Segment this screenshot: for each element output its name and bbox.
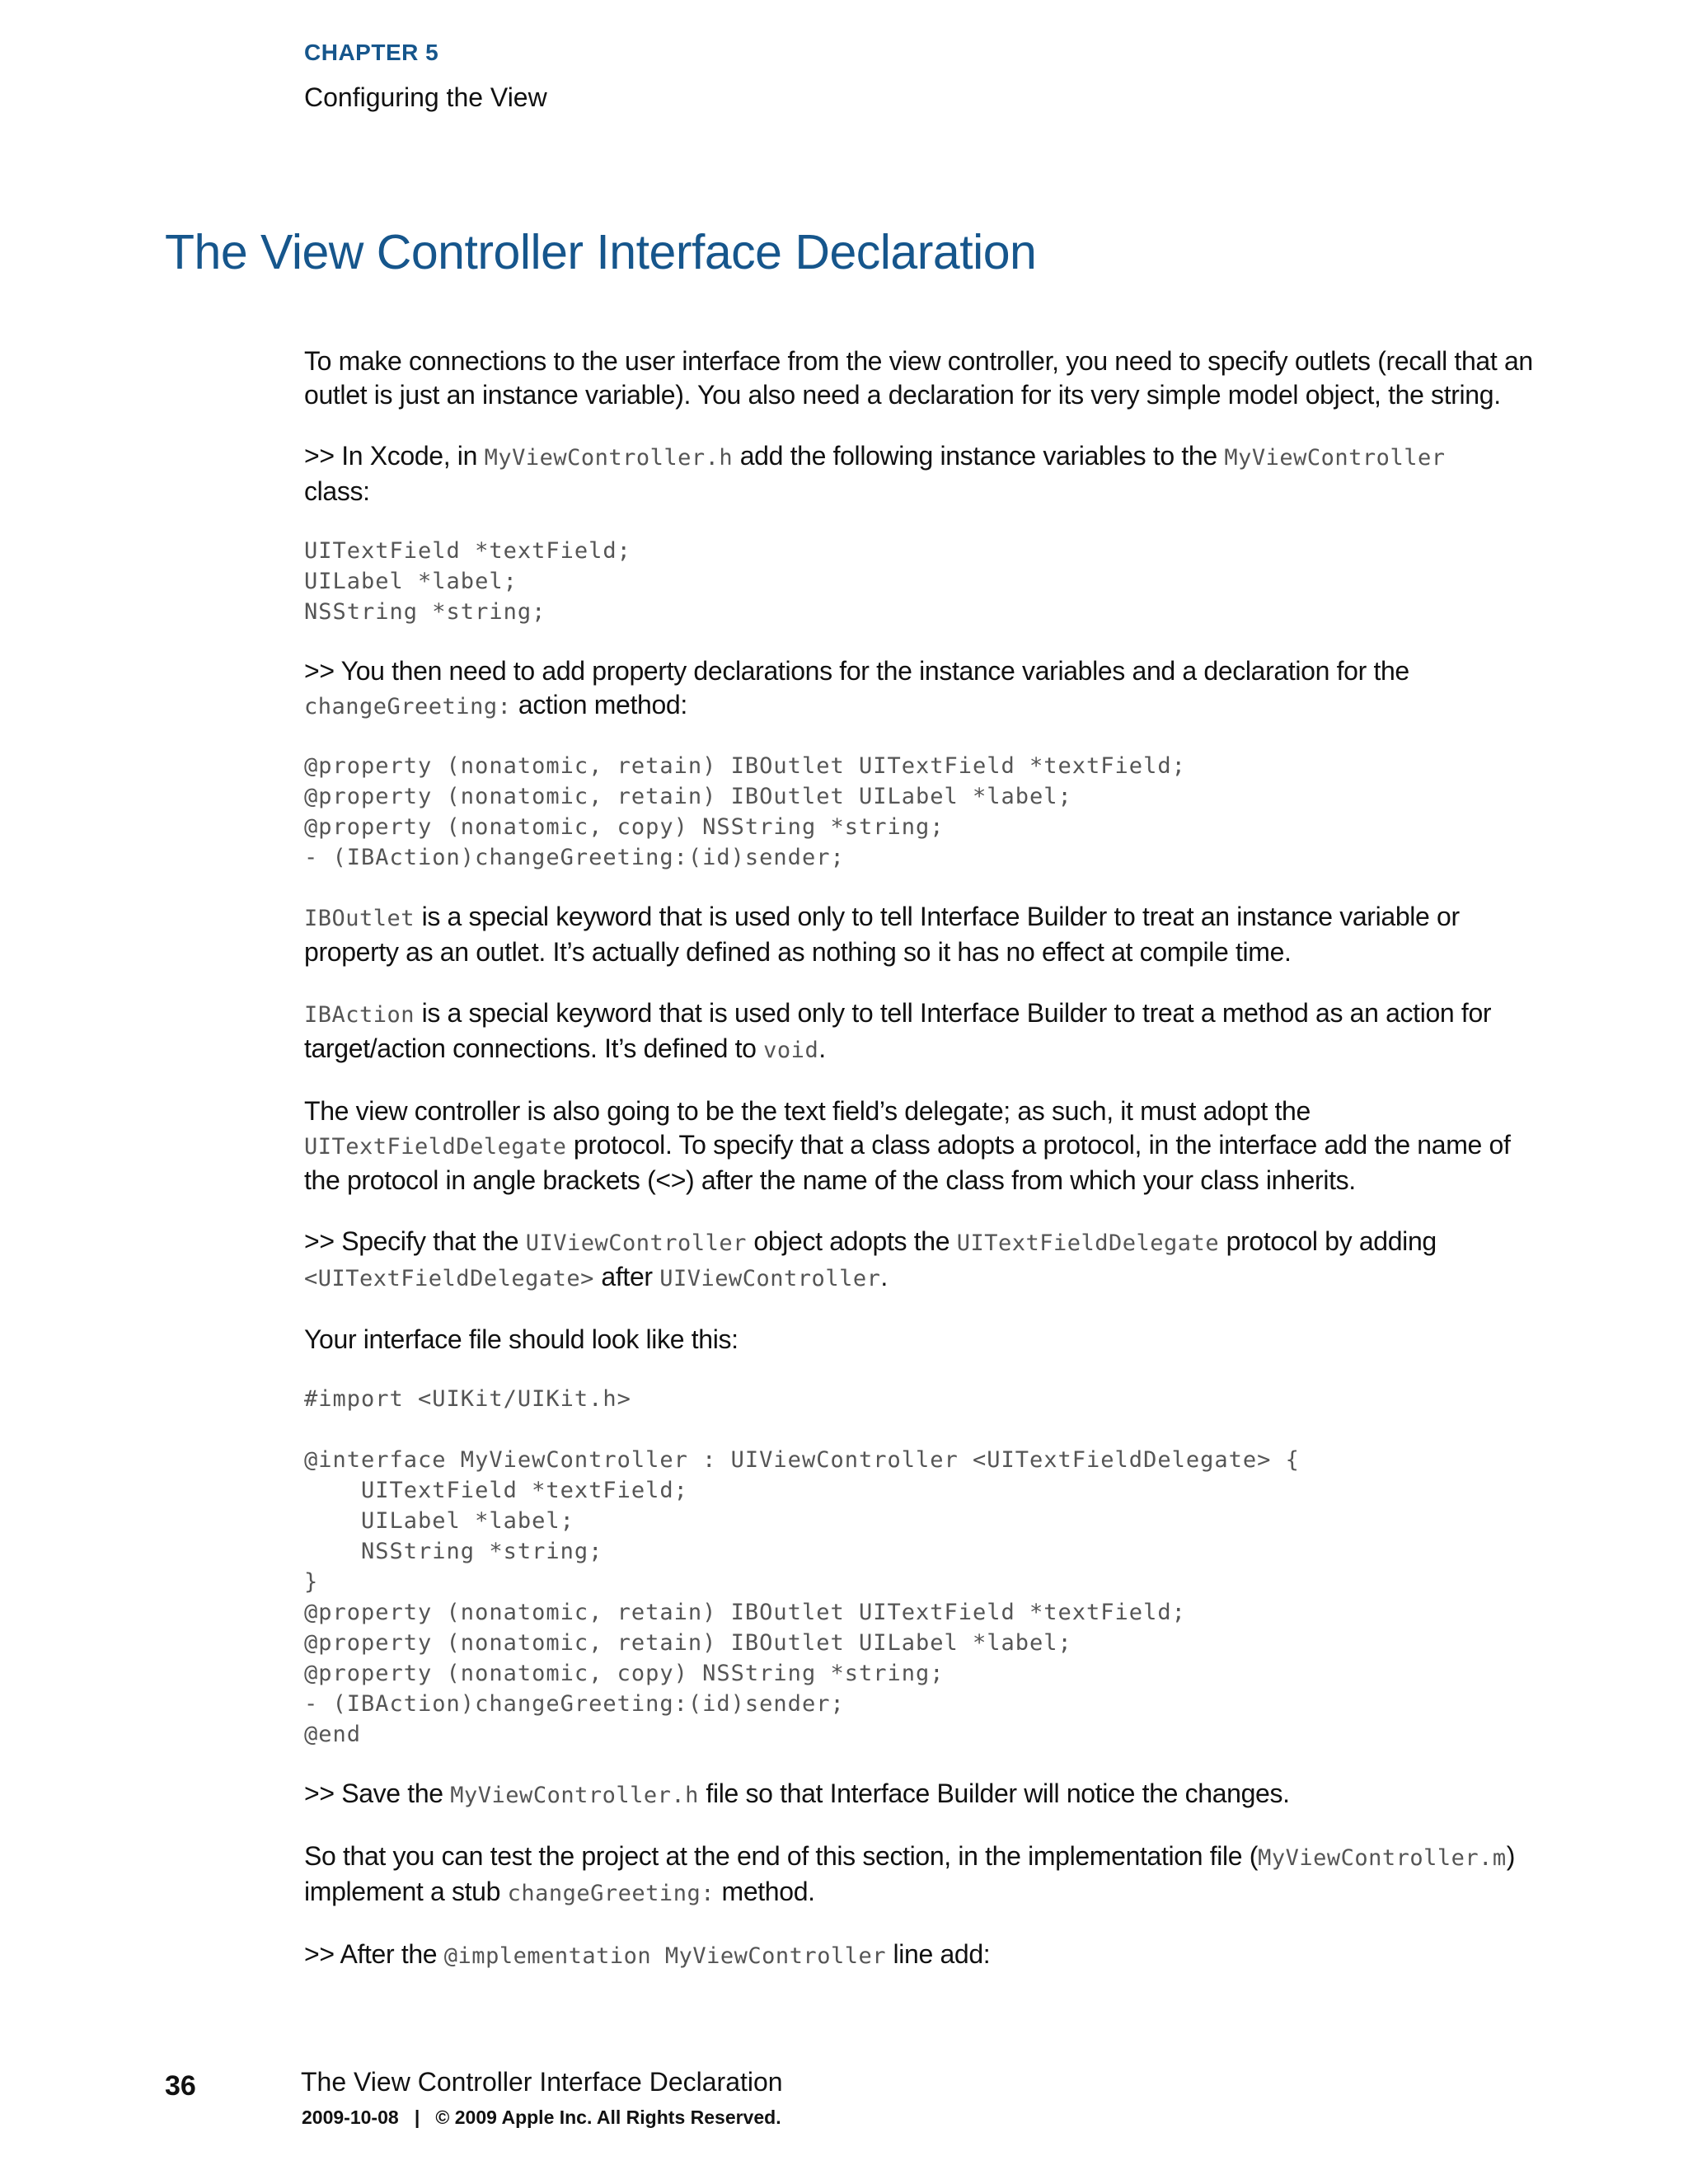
text: protocol. To specify that a class adopts a protocol, in the interface add the name of the protocol in angle brackets (<>) after the name of the class from which your class inherits. bbox=[304, 1130, 1511, 1195]
inline-code: IBOutlet bbox=[304, 906, 415, 931]
inline-code: MyViewController.h bbox=[450, 1783, 699, 1808]
body-content bbox=[304, 344, 1540, 2000]
code-block-properties: @property (nonatomic, retain) IBOutlet UITextField *textField; @property (nonatomic, retain) IBOutlet UILabel *label; @property (nonatomic, copy) NSString *string; - (IBAction)changeGreeting:(id)sender; bbox=[304, 753, 1186, 870]
text: method. bbox=[714, 1877, 815, 1906]
paragraph-stub-method bbox=[304, 1840, 1540, 1910]
instruction-add-properties bbox=[304, 654, 1540, 724]
footer-copyright: 2009-10-08 | © 2009 Apple Inc. All Rights Reserved. bbox=[302, 2107, 781, 2128]
text: after bbox=[593, 1262, 660, 1291]
text: >> After the bbox=[304, 1939, 444, 1969]
inline-code: void bbox=[763, 1038, 819, 1063]
text: ) implement a stub bbox=[304, 1841, 1516, 1906]
inline-code: MyViewController bbox=[1224, 445, 1446, 471]
footer-title: The View Controller Interface Declaration bbox=[301, 2067, 783, 2097]
instruction-save-file bbox=[304, 1777, 1540, 1812]
inline-code: UIViewController bbox=[525, 1230, 747, 1256]
chapter-label: CHAPTER 5 bbox=[304, 40, 439, 65]
text: >> Save the bbox=[304, 1779, 451, 1808]
section-heading: The View Controller Interface Declaration bbox=[165, 225, 1037, 279]
instruction-after-implementation bbox=[304, 1938, 1540, 1973]
code-block-interface: #import <UIKit/UIKit.h> @interface MyViewController : UIViewController <UITextFieldDelegate> { UITextField *textField; UILabel *label; NSString *string; } @property (nonatomic, retain) IBOutlet UITextField *textField; @property (nonatomic, retain) IBOutlet UILabel *label; @property (nonatomic, copy) NSString *string; - (IBAction)changeGreeting:(id)sender; @end bbox=[304, 1386, 1300, 1747]
page-number: 36 bbox=[165, 2070, 196, 2102]
inline-code: changeGreeting: bbox=[507, 1881, 715, 1906]
text: line add: bbox=[885, 1939, 991, 1969]
text: object adopts the bbox=[746, 1226, 957, 1256]
inline-code: IBAction bbox=[304, 1002, 415, 1028]
paragraph-intro: To make connections to the user interface from the view controller, you need to specify outlets (recall that an outlet is just an instance variable). You also need a declaration for its very simple model object, the string. bbox=[304, 346, 1533, 410]
inline-code: UITextFieldDelegate bbox=[304, 1134, 567, 1160]
inline-code: UIViewController bbox=[659, 1266, 881, 1291]
text: . bbox=[880, 1262, 888, 1291]
text: So that you can test the project at the end of this section, in the implementation file ( bbox=[304, 1841, 1259, 1871]
text: class: bbox=[304, 476, 370, 506]
text: add the following instance variables to the bbox=[733, 441, 1225, 471]
text: >> You then need to add property declarations for the instance variables and a declaration for the bbox=[304, 656, 1409, 686]
inline-code: UITextFieldDelegate bbox=[956, 1230, 1220, 1256]
text: is a special keyword that is used only to tell Interface Builder to treat a method as an action for target/action connections. It’s defined to bbox=[304, 998, 1492, 1063]
instruction-adopt-protocol bbox=[304, 1225, 1540, 1296]
inline-code: MyViewController.m bbox=[1258, 1845, 1507, 1871]
inline-code: changeGreeting: bbox=[304, 694, 512, 719]
text: is a special keyword that is used only to tell Interface Builder to treat an instance variable or property as an outlet. It’s actually defined as nothing so it has no effect at compile time. bbox=[304, 902, 1460, 967]
chapter-title: Configuring the View bbox=[304, 82, 547, 112]
text: . bbox=[818, 1033, 826, 1063]
text: >> In Xcode, in bbox=[304, 441, 485, 471]
text: protocol by adding bbox=[1219, 1226, 1437, 1256]
text: The view controller is also going to be the text field’s delegate; as such, it must adopt the bbox=[304, 1096, 1311, 1126]
text: file so that Interface Builder will notice the changes. bbox=[698, 1779, 1290, 1808]
text: action method: bbox=[511, 690, 687, 719]
inline-code: <UITextFieldDelegate> bbox=[304, 1266, 594, 1291]
inline-code: @implementation MyViewController bbox=[443, 1943, 886, 1969]
code-block-ivars: UITextField *textField; UILabel *label; NSString *string; bbox=[304, 538, 631, 625]
text: >> Specify that the bbox=[304, 1226, 526, 1256]
inline-code: MyViewController.h bbox=[484, 445, 734, 471]
instruction-add-ivars bbox=[304, 439, 1540, 509]
paragraph-ibaction bbox=[304, 996, 1540, 1067]
paragraph-delegate bbox=[304, 1094, 1540, 1197]
paragraph-iboutlet bbox=[304, 900, 1540, 969]
paragraph-interface-file: Your interface file should look like this: bbox=[304, 1324, 738, 1354]
